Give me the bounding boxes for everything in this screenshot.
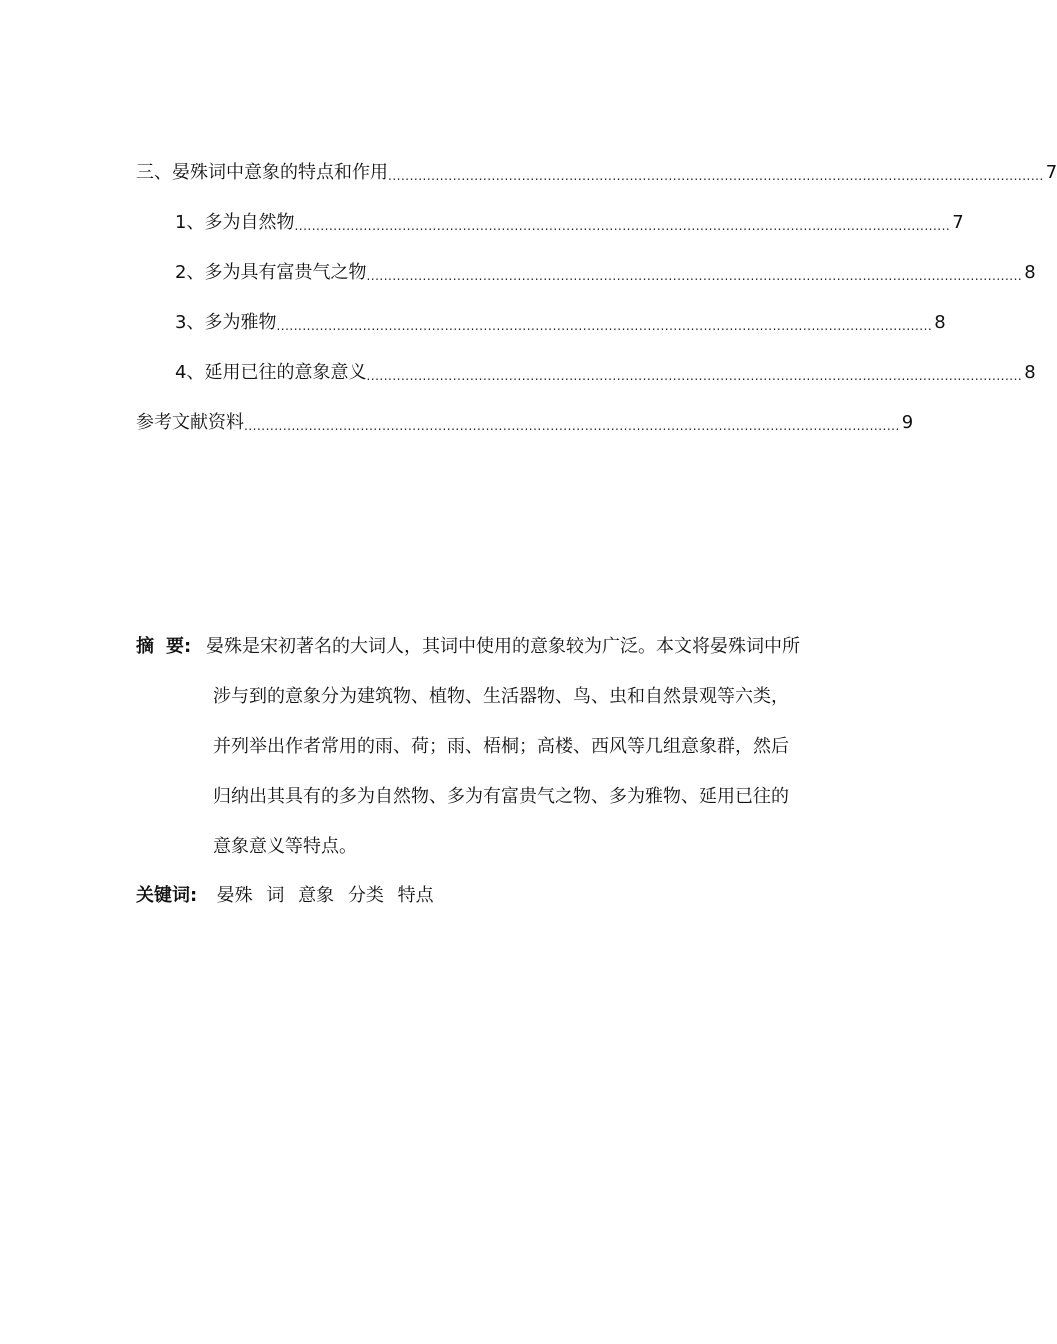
abstract-heading-char: 要: <box>166 636 192 657</box>
toc-entry-page: 7 <box>1045 162 1057 183</box>
toc-entry-label: 参考文献资料 <box>136 412 244 433</box>
keyword: 晏殊 <box>216 885 253 906</box>
toc-dot-leader: ........................................................................................................................................................ <box>388 169 1044 183</box>
toc-dot-leader: ........................................................................................................................................................ <box>294 219 951 233</box>
abstract-line: 意象意义等特点。 <box>213 836 357 857</box>
toc-entry[interactable] <box>175 260 1036 286</box>
keyword: 特点 <box>397 885 434 906</box>
abstract-heading-char: 摘 <box>136 636 154 657</box>
abstract-line: 归纳出其具有的多为自然物、多为有富贵气之物、多为雅物、延用已往的 <box>213 786 789 807</box>
toc-entry-label: 4、延用已往的意象意义 <box>175 362 367 383</box>
toc-entry-page: 9 <box>901 412 914 433</box>
toc-dot-leader: ........................................................................................................................................................ <box>244 419 900 433</box>
toc-entry[interactable] <box>175 310 946 336</box>
toc-entry-label: 三、晏殊词中意象的特点和作用 <box>136 162 388 183</box>
toc-entry-label: 1、多为自然物 <box>175 212 295 233</box>
keyword: 意象 <box>298 885 335 906</box>
toc-dot-leader: ........................................................................................................................................................ <box>366 269 1023 283</box>
keywords-row <box>136 877 442 915</box>
toc-entry-label: 2、多为具有富贵气之物 <box>175 262 367 283</box>
toc-entry-page: 8 <box>934 312 946 333</box>
toc-entry[interactable] <box>136 160 1057 186</box>
toc-entry-page: 8 <box>1024 262 1036 283</box>
toc-entry[interactable] <box>175 210 964 236</box>
toc-entry[interactable] <box>136 410 914 436</box>
keyword: 分类 <box>347 885 384 906</box>
toc-entry-page: 7 <box>952 212 964 233</box>
toc-entry-page: 8 <box>1024 362 1036 383</box>
keywords-heading: 关键词: <box>136 885 198 906</box>
abstract-heading <box>136 628 206 666</box>
abstract-line: 并列举出作者常用的雨、荷；雨、梧桐；高楼、西风等几组意象群，然后 <box>213 736 789 757</box>
toc-dot-leader: ........................................................................................................................................................ <box>366 369 1023 383</box>
toc-entry-label: 3、多为雅物 <box>175 312 277 333</box>
abstract-line: 涉与到的意象分为建筑物、植物、生活器物、鸟、虫和自然景观等六类， <box>213 686 789 707</box>
keyword: 词 <box>266 885 285 906</box>
abstract-line: 晏殊是宋初著名的大词人，其词中使用的意象较为广泛。本文将晏殊词中所 <box>206 636 800 657</box>
toc-dot-leader: ........................................................................................................................................................ <box>276 319 933 333</box>
toc-entry[interactable] <box>175 360 1036 386</box>
